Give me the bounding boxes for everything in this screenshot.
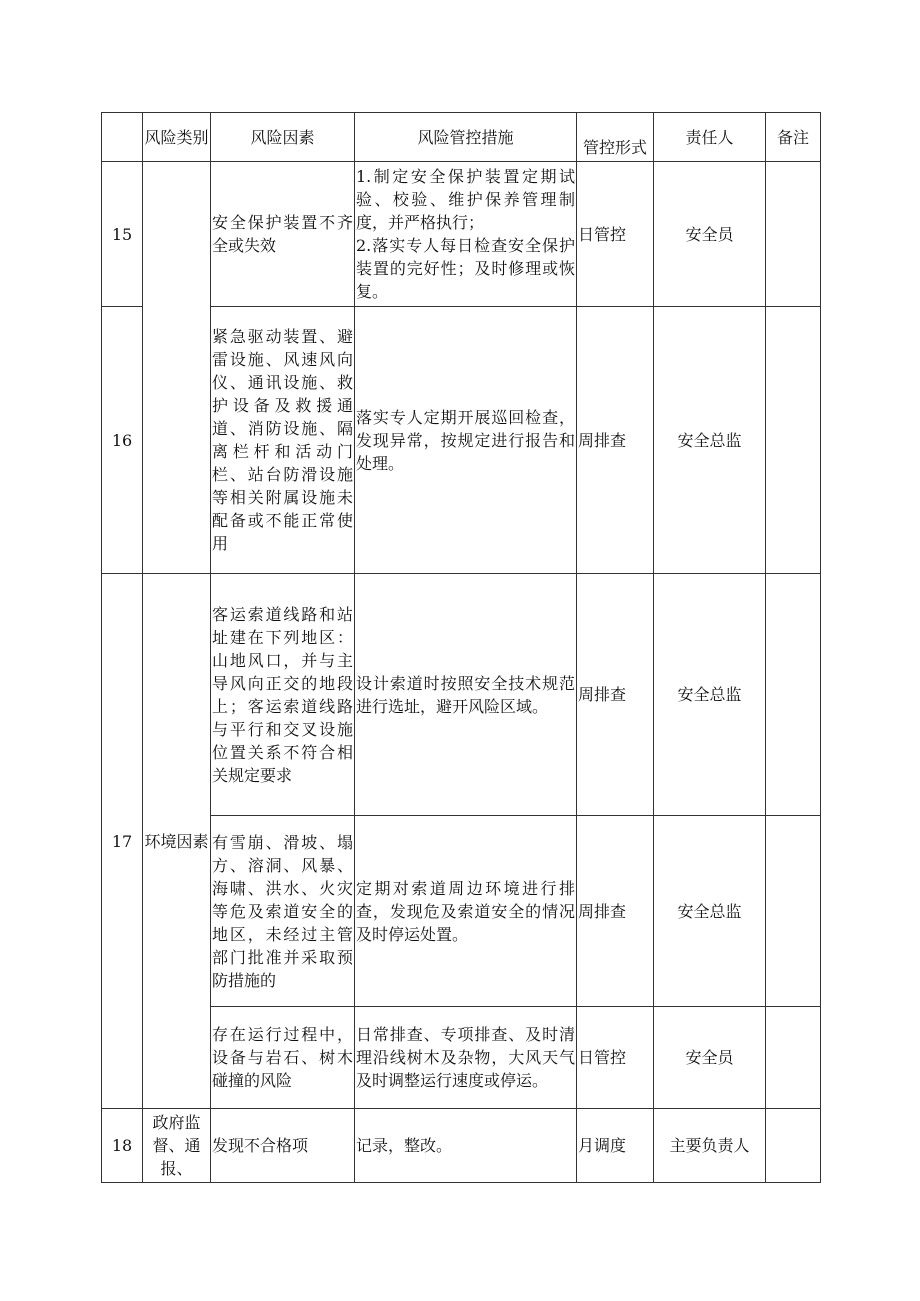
header-category: 风险类别 — [143, 113, 211, 162]
row-no: 15 — [102, 162, 143, 307]
table-row — [102, 574, 821, 816]
row-form: 日管控 — [577, 162, 654, 307]
row-remark — [766, 307, 821, 574]
row-remark — [766, 816, 821, 1007]
row-owner: 安全总监 — [654, 574, 766, 816]
row-factor: 紧急驱动装置、避雷设施、风速风向仪、通讯设施、救护设备及救援通道、消防设施、隔离栏杆和活动门栏、站台防滑设施等相关附属设施未配备或不能正常使用 — [211, 307, 355, 574]
row-remark — [766, 1007, 821, 1109]
row-no: 18 — [102, 1109, 143, 1183]
row-no: 16 — [102, 307, 143, 574]
risk-control-table — [101, 112, 821, 1183]
table-row — [102, 162, 821, 307]
row-category: 环境因素 — [143, 574, 211, 1109]
header-remark: 备注 — [766, 113, 821, 162]
header-row — [102, 113, 821, 162]
row-factor: 客运索道线路和站址建在下列地区：山地风口，并与主导风向正交的地段上；客运索道线路与平行和交叉设施位置关系不符合相关规定要求 — [211, 574, 355, 816]
header-owner: 责任人 — [654, 113, 766, 162]
header-factor: 风险因素 — [211, 113, 355, 162]
row-owner: 安全总监 — [654, 816, 766, 1007]
row-form: 周排查 — [577, 574, 654, 816]
row-remark — [766, 574, 821, 816]
row-remark — [766, 162, 821, 307]
row-owner: 安全员 — [654, 1007, 766, 1109]
row-form: 周排查 — [577, 816, 654, 1007]
table-row — [102, 1109, 821, 1183]
row-category — [143, 162, 211, 574]
row-form: 周排查 — [577, 307, 654, 574]
row-measure: 记录，整改。 — [355, 1109, 577, 1183]
row-no: 17 — [102, 574, 143, 1109]
row-factor: 有雪崩、滑坡、塌方、溶洞、风暴、海啸、洪水、火灾等危及索道安全的地区，未经过主管部门批准并采取预防措施的 — [211, 816, 355, 1007]
row-measure: 定期对索道周边环境进行排查，发现危及索道安全的情况及时停运处置。 — [355, 816, 577, 1007]
header-no — [102, 113, 143, 162]
header-measure: 风险管控措施 — [355, 113, 577, 162]
row-owner: 安全员 — [654, 162, 766, 307]
row-form: 日管控 — [577, 1007, 654, 1109]
row-measure: 日常排查、专项排查、及时清理沿线树木及杂物，大风天气及时调整运行速度或停运。 — [355, 1007, 577, 1109]
header-form: 管控形式 — [577, 113, 654, 162]
row-owner: 主要负责人 — [654, 1109, 766, 1183]
row-measure: 设计索道时按照安全技术规范进行选址，避开风险区域。 — [355, 574, 577, 816]
row-factor: 发现不合格项 — [211, 1109, 355, 1183]
row-owner: 安全总监 — [654, 307, 766, 574]
row-remark — [766, 1109, 821, 1183]
row-factor: 安全保护装置不齐全或失效 — [211, 162, 355, 307]
row-category: 政府监督、通报、 — [143, 1109, 211, 1183]
row-form: 月调度 — [577, 1109, 654, 1183]
row-measure: 落实专人定期开展巡回检查，发现异常，按规定进行报告和处理。 — [355, 307, 577, 574]
row-measure: 1.制定安全保护装置定期试验、校验、维护保养管理制度，并严格执行； 2.落实专人每日检查安全保护装置的完好性；及时修理或恢复。 — [355, 162, 577, 307]
row-factor: 存在运行过程中，设备与岩石、树木碰撞的风险 — [211, 1007, 355, 1109]
